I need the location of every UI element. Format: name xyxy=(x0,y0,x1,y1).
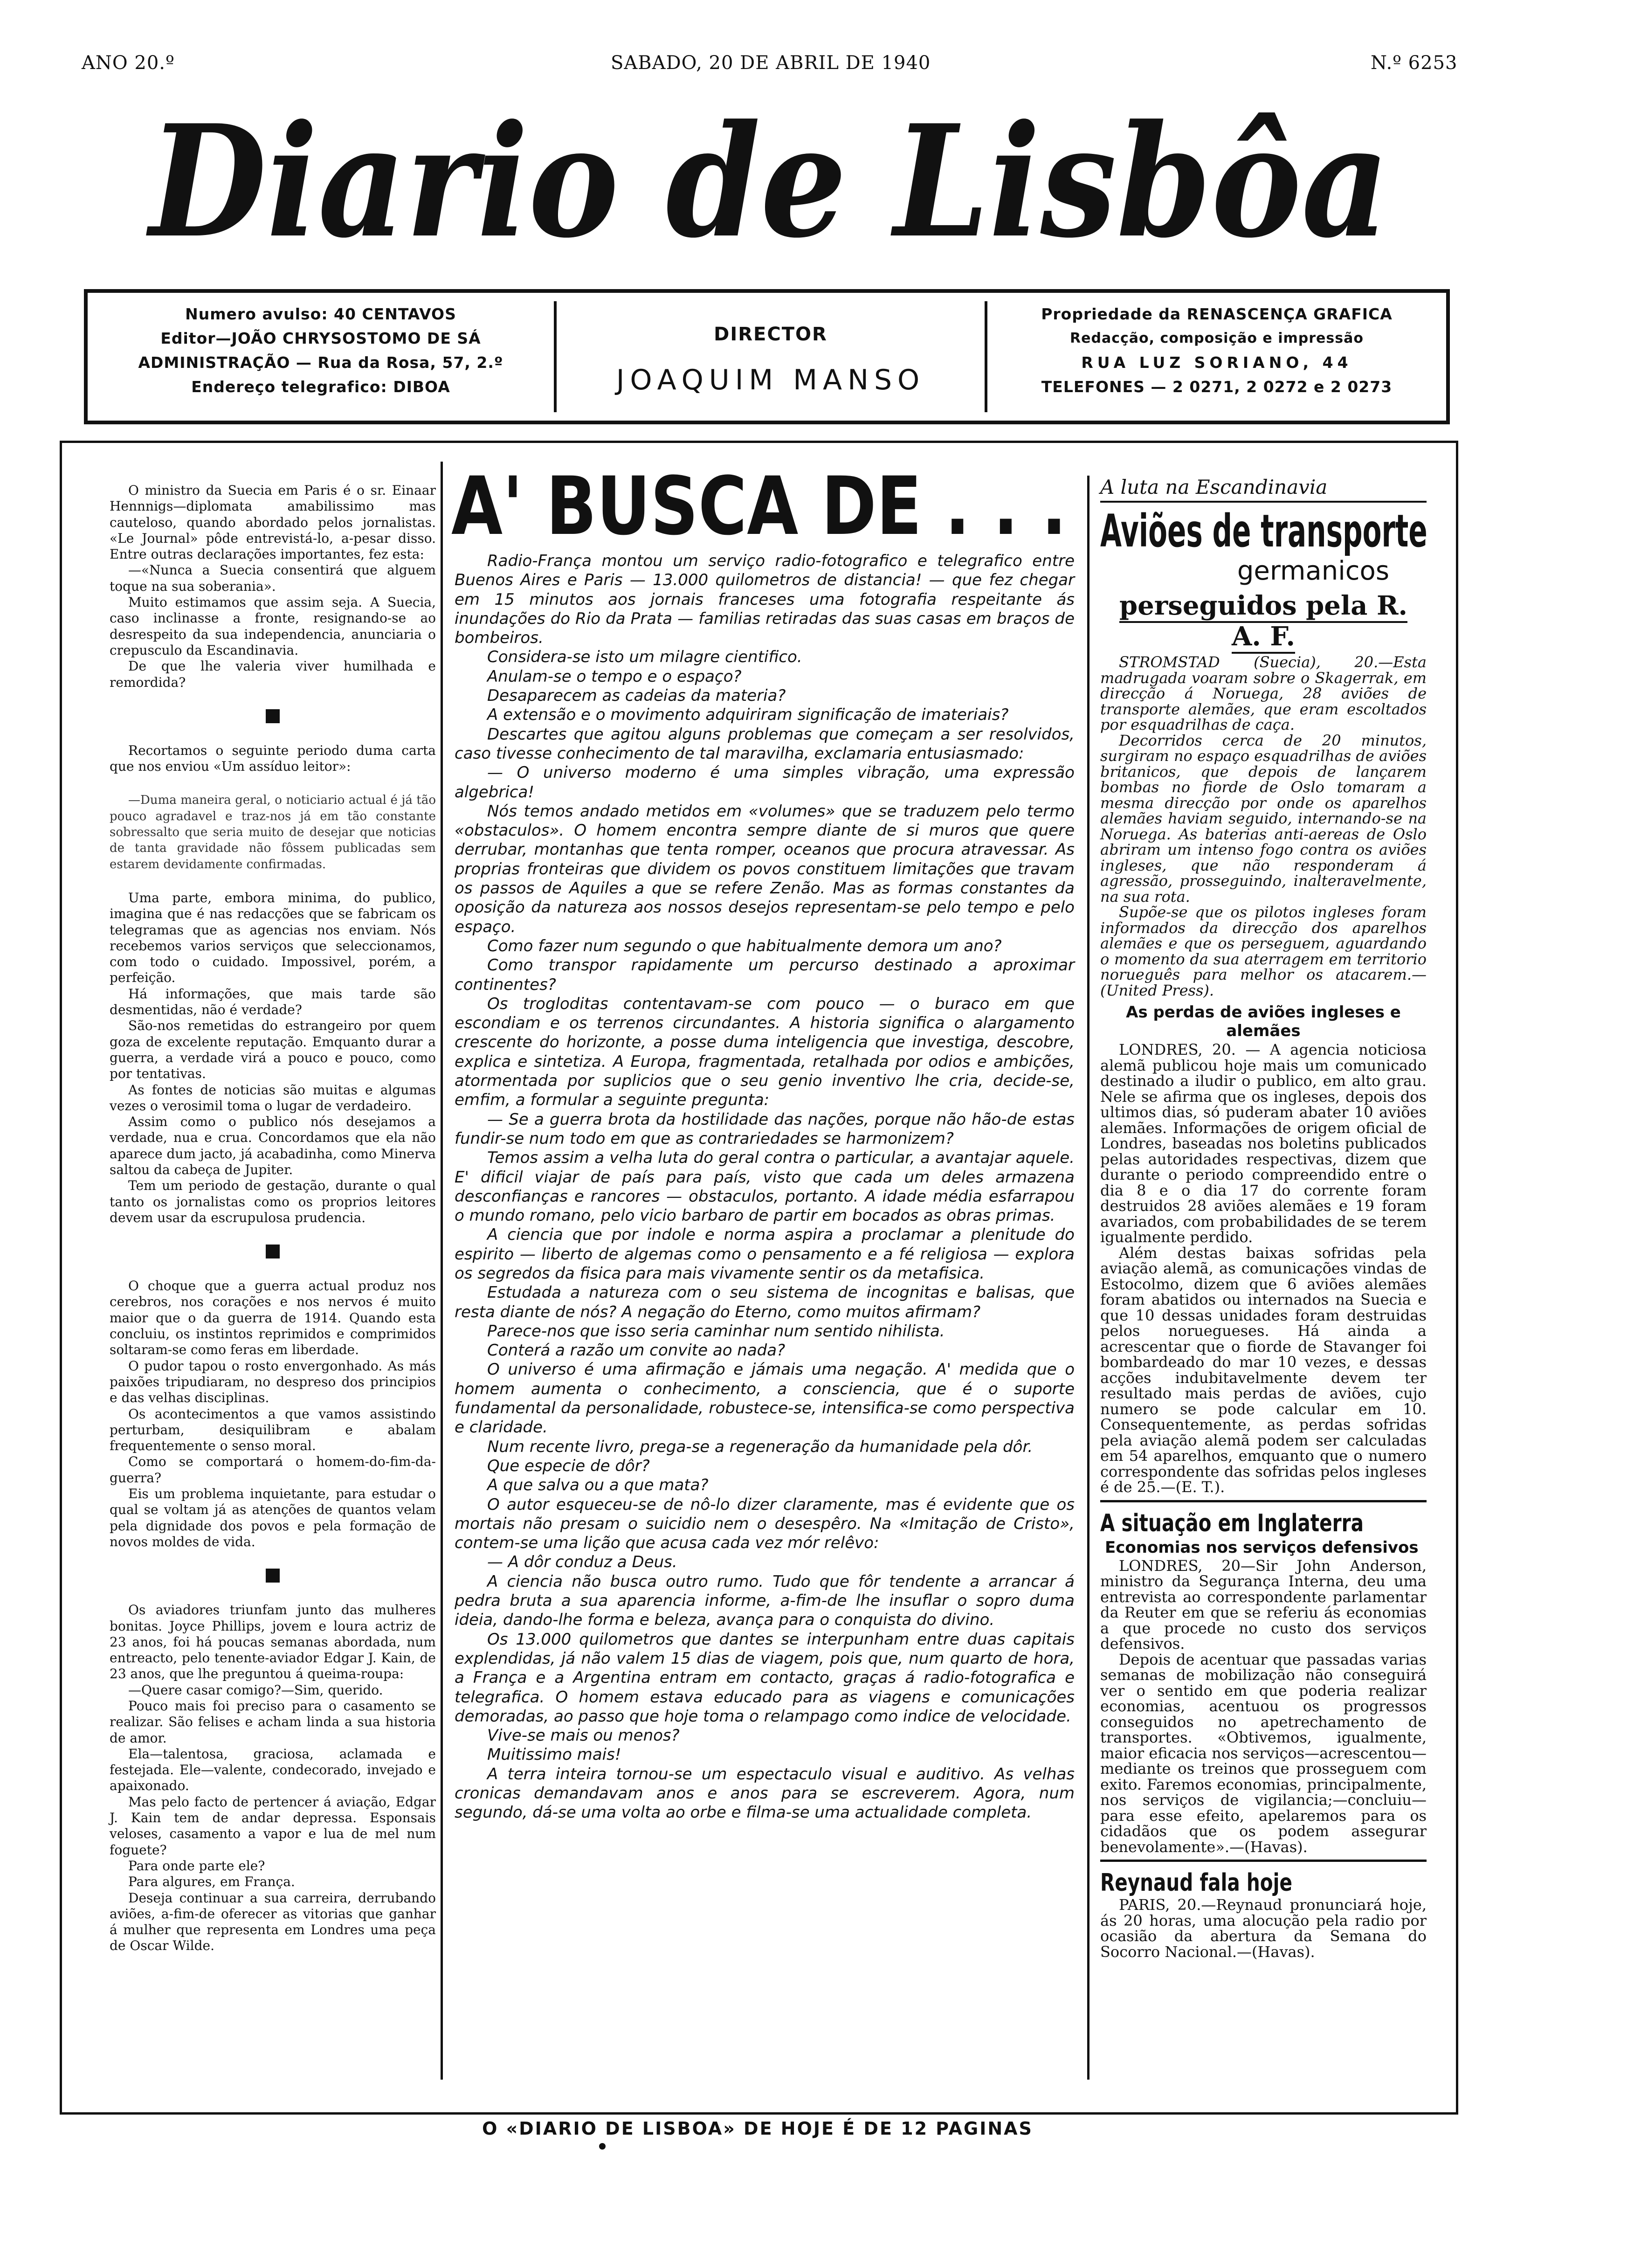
director-name: JOAQUIM MANSO xyxy=(616,364,925,396)
article-paragraph: Descartes que agitou alguns problemas que começam a ser resolvidos, caso tivesse conhecimento de tal maravilha, exclamaria entusiasmado: xyxy=(455,725,1075,763)
headline-graphic xyxy=(448,459,1072,546)
paragraph: As fontes de noticias são muitas e algumas vezes o verosimil toma o lugar de verdadeiro. xyxy=(110,1082,436,1113)
paragraph: Pouco mais foi preciso para o casamento se realizar. São felises e acham linda a sua historia de amor. xyxy=(110,1698,436,1746)
section-title-reynaud: Reynaud fala hoje xyxy=(1100,1869,1293,1897)
masthead-title: Diario de Lisbôa xyxy=(145,91,1390,268)
paragraph: Mas pelo facto de pertencer á aviação, Edgar J. Kain tem de andar depressa. Esponsais veloses, casamento a vapor e lua de mel num foguete? xyxy=(110,1794,436,1858)
price-line: Numero avulso: 40 CENTAVOS xyxy=(185,305,456,323)
paragraph: STROMSTAD (Suecia), 20.—Esta madrugada voaram sobre o Skagerrak, em direcção á Noruega, 28 aviões de transporte alemães, que eram escoltados por esquadrilhas de caça. xyxy=(1100,653,1427,733)
masthead xyxy=(140,82,1399,268)
article-paragraph: Como fazer num segundo o que habitualmente demora um ano? xyxy=(487,936,1002,955)
info-box xyxy=(84,289,1450,424)
article-paragraph: Os trogloditas contentavam-se com pouco — o buraco em que escondiam e os terrenos circundantes. A historia significa o alargamento crescente do horizonte, a posse duma inteligencia que investiga, descobre, explica e sintetiza. A Europa, fragmentada, retalhada por odios e ambições, atormentada por suplicios que o seu genio inventivo lhe cria, decide-se, emfim, a formular a seguinte pregunta: xyxy=(455,994,1075,1110)
info-left xyxy=(88,293,554,421)
year-label: ANO 20.º xyxy=(82,52,175,74)
paragraph: Depois de acentuar que passadas varias semanas de mobilização não conseguirá ver o sentido em que poderia realizar economias, acentuou os progressos conseguidos no apetrechamento de transportes. «Obtivemos, igualmente, maior eficacia nos serviços—acrescentou—mediante os treinos que prosseguem com exito. Faremos economias, principalmente, nos serviços de vigilancia;—concluiu—para esse efeito, apelaremos para os cidadãos que os podem assegurar benevolamente».—(Havas). xyxy=(1100,1650,1427,1856)
director-label: DIRECTOR xyxy=(714,324,827,345)
section-bullet xyxy=(266,1245,280,1258)
article-paragraph: A ciencia que por indole e norma aspira a proclamar a plenitude do espirito — liberto de algemas como o pensamento e a fé religiosa — explora os segredos da fisica para mais vivamente sentir os da metafisica. xyxy=(455,1225,1075,1283)
article-paragraph: O autor esqueceu-se de nô-lo dizer claramente, mas é evidente que os mortais não presam o suicidio nem o desespêro. Na «Imitação de Cristo», contem-se uma lição que acusa cada vez mór relêvo: xyxy=(455,1495,1075,1553)
section-kicker: A luta na Escandinavia xyxy=(1100,476,1427,503)
paragraph: Ela—talentosa, graciosa, aclamada e festejada. Ele—valente, condecorado, invejado e apaixonado. xyxy=(110,1746,436,1794)
article-paragraph: — Se a guerra brota da hostilidade das nações, porque não hão-de estas fundir-se num todo em que as contrariedades se harmonizem? xyxy=(455,1110,1075,1148)
article-paragraph: Num recente livro, prega-se a regeneração da humanidade pela dôr. xyxy=(487,1437,1033,1456)
left-column xyxy=(110,483,436,1954)
paragraph: Eis um problema inquietante, para estudar o qual se voltam já as atenções de quantos velam pela dignidade dos povos e pela formação de novos moldes de vida. xyxy=(110,1486,436,1549)
masthead-logo xyxy=(140,82,1399,268)
column-rule xyxy=(441,462,443,2080)
printing-line: Redacção, composição e impressão xyxy=(1070,330,1364,346)
paragraph: De que lhe valeria viver humilhada e remordida? xyxy=(110,658,436,690)
right-subheadline: germanicos xyxy=(1237,556,1389,586)
article-paragraph: Estudada a natureza com o seu sistema de incognitas e balisas, que resta diante de nós? A negação do Eterno, como muitos afirmam? xyxy=(455,1283,1075,1321)
paragraph: LONDRES, 20—Sir John Anderson, ministro da Segurança Interna, deu uma entrevista ao correspondente parlamentar da Reuter em que se referiu ás economias a que procede no custo dos serviços defensivos. xyxy=(1100,1556,1427,1653)
section-divider xyxy=(1100,1500,1427,1502)
article-paragraph: Vive-se mais ou menos? xyxy=(487,1726,680,1745)
article-paragraph: Desaparecem as cadeias da materia? xyxy=(487,686,786,705)
paragraph: Para onde parte ele? xyxy=(128,1858,265,1874)
paragraph: LONDRES, 20. — A agencia noticiosa alemã publicou hoje mais um comunicado destinado a iludir o publico, em alto grau. Nele se afirma que os ingleses, depois dos ultimos dias, só puderam abater 10 aviões alemães. Informações de origem oficial de Londres, baseadas nos boletins publicados pelas autoridades respectivas, dizem que durante o periodo compreendido entre o dia 8 e o dia 17 do corrente foram destruidos 28 aviões alemães e 19 foram avariados, com probabilidades de se terem igualmente perdido. xyxy=(1100,1041,1427,1246)
paragraph: —Quere casar comigo?—Sim, querido. xyxy=(128,1682,383,1698)
info-right xyxy=(987,293,1446,421)
paragraph: O choque que a guerra actual produz nos cerebros, nos corações e nos nervos é muito maior que o da guerra de 1914. Quando esta concluiu, os instintos reprimidos e comprimidos soltaram-se como feras em liberdade. xyxy=(110,1278,436,1358)
editor-line: Editor—JOÃO CHRYSOSTOMO DE SÁ xyxy=(160,329,481,347)
info-director xyxy=(557,293,985,421)
footer-dot xyxy=(599,2143,606,2150)
address-line: RUA LUZ SORIANO, 44 xyxy=(1081,353,1352,372)
article-paragraph: Radio-França montou um serviço radio-fotografico e telegrafico entre Buenos Aires e Paris — 13.000 quilometros de distancia! — que fez chegar em 15 minutos aos jornais franceses uma fotografia respeitante ás inundações do Rio da Prata — familias retiradas das suas casas em braços de bombeiros. xyxy=(455,552,1075,648)
section-title-losses: As perdas de aviões ingleses e alemães xyxy=(1126,1003,1401,1040)
paragraph: Decorridos cerca de 20 minutos, surgiram no espaço esquadrilhas de aviões britanicos, que depois de lançarem bombas no fiorde de Oslo tomaram a mesma direcção por onde os aparelhos alemães haviam seguido, internando-se na Noruega. As baterias anti-aereas de Oslo abriram um intenso fogo contra os aviões ingleses, que não responderam á agressão, prosseguindo, inalteravelmente, na sua rota. xyxy=(1100,731,1427,906)
column-rule xyxy=(1087,476,1089,2080)
paragraph: —«Nunca a Suecia consentirá que alguem toque na sua soberania». xyxy=(110,562,436,594)
article-paragraph: Temos assim a velha luta do geral contra o particular, a avantajar aquele. E' dificil viajar de país para país, visto que cada um deles armazena desconfianças e rancores — obstaculos, portanto. A idade média esfarrapou o mundo romano, pelo vicio barbaro de partir em bocados as obras primas. xyxy=(455,1148,1075,1225)
section-divider xyxy=(1100,1860,1427,1862)
paragraph: Recortamos o seguinte periodo duma carta que nos enviou «Um assíduo leitor»: xyxy=(110,742,436,774)
page-count-notice: O «DIARIO DE LISBOA» DE HOJE É DE 12 PAGINAS xyxy=(65,2112,1450,2143)
paragraph: Uma parte, embora minima, do publico, imagina que é nas redacções que se fabricam os telegramas que as agencias nos enviam. Nós recebemos varios serviços que seleccionamos, com todo o cuidado. Impossivel, porém, a perfeição. xyxy=(110,890,436,986)
article-paragraph: A que salva ou a que mata? xyxy=(487,1476,709,1495)
article-paragraph: A extensão e o movimento adquiriram significação de imateriais? xyxy=(487,705,1009,725)
article-paragraph: A ciencia não busca outro rumo. Tudo que fôr tendente a arrancar á pedra bruta a sua aparencia informe, a-fim-de lhe insuflar o sopro duma ideia, dando-lhe forma e beleza, avança para o conquista do divino. xyxy=(455,1572,1075,1630)
paragraph: Como se comportará o homem-do-fim-da-guerra? xyxy=(110,1454,436,1486)
article-paragraph: — O universo moderno é uma simples vibração, uma expressão algebrica! xyxy=(455,763,1075,802)
article-paragraph: Considera-se isto um milagre cientifico. xyxy=(487,648,802,667)
quoted-paragraph: —Duma maneira geral, o noticiario actual é já tão pouco agradavel e traz-nos já em tão constante sobressalto que seria muito de desejar que noticias de tanta gravidade não fôssem publicadas sem estarem devidamente confirmadas. xyxy=(110,793,436,871)
date-label: SABADO, 20 DE ABRIL DE 1940 xyxy=(611,52,931,74)
article-paragraph: Os 13.000 quilometros que dantes se interpunham entre duas capitais explendidas, já não valem 15 dias de viagem, pois que, num quarto de hora, a França e a Argentina entram em contacto, graças á radio-fotografica e telegrafica. O homem estava educado para as viagens e comunicações demoradas, ao passo que hoje toma o relampago como indice de velocidade. xyxy=(455,1630,1075,1726)
article-paragraph: Que especie de dôr? xyxy=(487,1456,650,1475)
phones-line: TELEFONES — 2 0271, 2 0272 e 2 0273 xyxy=(1041,378,1393,396)
issue-number: N.º 6253 xyxy=(1371,52,1458,74)
paragraph: Os aviadores triunfam junto das mulheres bonitas. Joyce Phillips, jovem e loura actriz de 23 anos, foi há poucas semanas abordada, num entreacto, pelo tenente-aviador Edgar J. Kain, de 23 anos, que lhe preguntou á queima-roupa: xyxy=(110,1602,436,1682)
article-paragraph: Anulam-se o tempo e o espaço? xyxy=(487,667,742,686)
paragraph: Há informações, que mais tarde são desmentidas, não é verdade? xyxy=(110,986,436,1018)
article-paragraph: Nós temos andado metidos em «volumes» que se traduzem pelo termo «obstaculos». O homem encontra sempre diante de si muros que quere derrubar, montanhas que tenta romper, oceanos que procura atravessar. As proprias fronteiras que dividem os povos constituem limitações que travam os passos de Aquiles a que se refere Zenão. Mas as formas constantes da oposição da natureza aos nossos desejos representam-se pelo tempo e pelo espaço. xyxy=(455,802,1075,936)
section-subtitle-england: Economias nos serviços defensivos xyxy=(1105,1538,1419,1557)
paragraph: Muito estimamos que assim seja. A Suecia, caso inclinasse a fronte, resignando-se ao desrespeito da sua independencia, anunciaria o crepusculo da Escandinavia. xyxy=(110,595,436,658)
administration-line: ADMINISTRAÇÃO — Rua da Rosa, 57, 2.º xyxy=(138,353,503,372)
headline-text: A' BUSCA DE . . . xyxy=(451,459,1067,546)
paragraph: São-nos remetidas do estrangeiro por quem goza de excelente reputação. Emquanto durar a guerra, a verdade virá a pouco e pouco, como por tentativas. xyxy=(110,1018,436,1082)
paragraph: Assim como o publico nós desejamos a verdade, nua e crua. Concordamos que ela não aparece dum jacto, já acabadinha, como Minerva saltou da cabeça de Jupiter. xyxy=(110,1114,436,1177)
paragraph: Para algures, em França. xyxy=(128,1874,295,1890)
paragraph: Supõe-se que os pilotos ingleses foram informados da direcção dos aparelhos alemães e que os perseguem, aguardando o momento da sua aterragem em territorio norueguês para melhor os atacarem.—(United Press). xyxy=(1100,903,1427,999)
article-paragraph: A terra inteira tornou-se um espectaculo visual e auditivo. As velhas cronicas demandavam anos e anos para se escreverem. Agora, num segundo, dá-se uma volta ao orbe e filma-se uma actualidade completa. xyxy=(455,1764,1075,1822)
section-bullet xyxy=(266,1569,280,1583)
paragraph: O pudor tapou o rosto envergonhado. As más paixões tripudiaram, no despreso dos principios e das velhas disciplinas. xyxy=(110,1358,436,1406)
paragraph: Deseja continuar a sua carreira, derrubando aviões, a-fim-de oferecer as vitorias que ganhar á mulher que representa em Londres uma peça de Oscar Wilde. xyxy=(110,1890,436,1954)
right-headline: Aviões de transporte xyxy=(1100,505,1427,557)
right-column xyxy=(1100,476,1427,1960)
article-paragraph: Muitissimo mais! xyxy=(487,1745,621,1764)
article-paragraph: O universo é uma afirmação e jámais uma negação. A' medida que o homem aumenta o conhecimento, a consciencia, que é o suporte fundamental da personalidade, robustece-se, intensifica-se como perspectiva e claridade. xyxy=(455,1360,1075,1437)
center-article xyxy=(455,552,1075,1823)
paragraph: Os acontecimentos a que vamos assistindo perturbam, desiquilibram e abalam frequentemente o senso moral. xyxy=(110,1406,436,1454)
paragraph: O ministro da Suecia em Paris é o sr. Einaar Hennnigs—diplomata amabilissimo mas cauteloso, quando abordado pelos jornalistas. «Le Journal» pôde entrevistá-lo, a-pesar disso. Entre outras declarações importantes, fez esta: xyxy=(110,483,436,562)
main-headline xyxy=(448,459,1072,546)
article-paragraph: Parece-nos que isso seria caminhar num sentido nihilista. xyxy=(487,1321,945,1341)
section-bullet xyxy=(266,709,280,723)
section-title-england: A situação em Inglaterra xyxy=(1100,1509,1364,1537)
paragraph: Tem um periodo de gestação, durante o qual tanto os jornalistas como os proprios leitores devem usar da escrupulosa prudencia. xyxy=(110,1178,436,1225)
right-headline-raf: perseguidos pela R. A. F. xyxy=(1100,590,1427,652)
article-paragraph: — A dôr conduz a Deus. xyxy=(487,1553,677,1572)
telegraph-line: Endereço telegrafico: DIBOA xyxy=(191,378,450,396)
paragraph: Além destas baixas sofridas pela aviação alemã, as comunicações vindas de Estocolmo, dizem que 6 aviões alemães foram abatidos ou internados na Suecia e que 10 dessas unidades foram destruidas pelos noruegueses. Há ainda a acrescentar que o fiorde de Stavanger foi bombardeado do mar 10 vezes, e dessas acções indubitavelmente devem ter resultado mais perdas de aviões, cujo numero se pode calcular em 10. Consequentemente, as perdas sofridas pela aviação alemã podem ser calculadas em 54 aparelhos, emquanto que o numero correspondente das sofridas pelos ingleses é de 25.—(E. T.). xyxy=(1100,1244,1427,1496)
owner-line: Propriedade da RENASCENÇA GRAFICA xyxy=(1041,305,1393,323)
paragraph: PARIS, 20.—Reynaud pronunciará hoje, ás 20 horas, uma alocução pela radio por ocasião da abertura da Semana do Socorro Nacional.—(Havas). xyxy=(1100,1896,1427,1961)
article-paragraph: Como transpor rapidamente um percurso destinado a aproximar continentes? xyxy=(455,956,1075,994)
article-paragraph: Conterá a razão um convite ao nada? xyxy=(487,1341,786,1360)
